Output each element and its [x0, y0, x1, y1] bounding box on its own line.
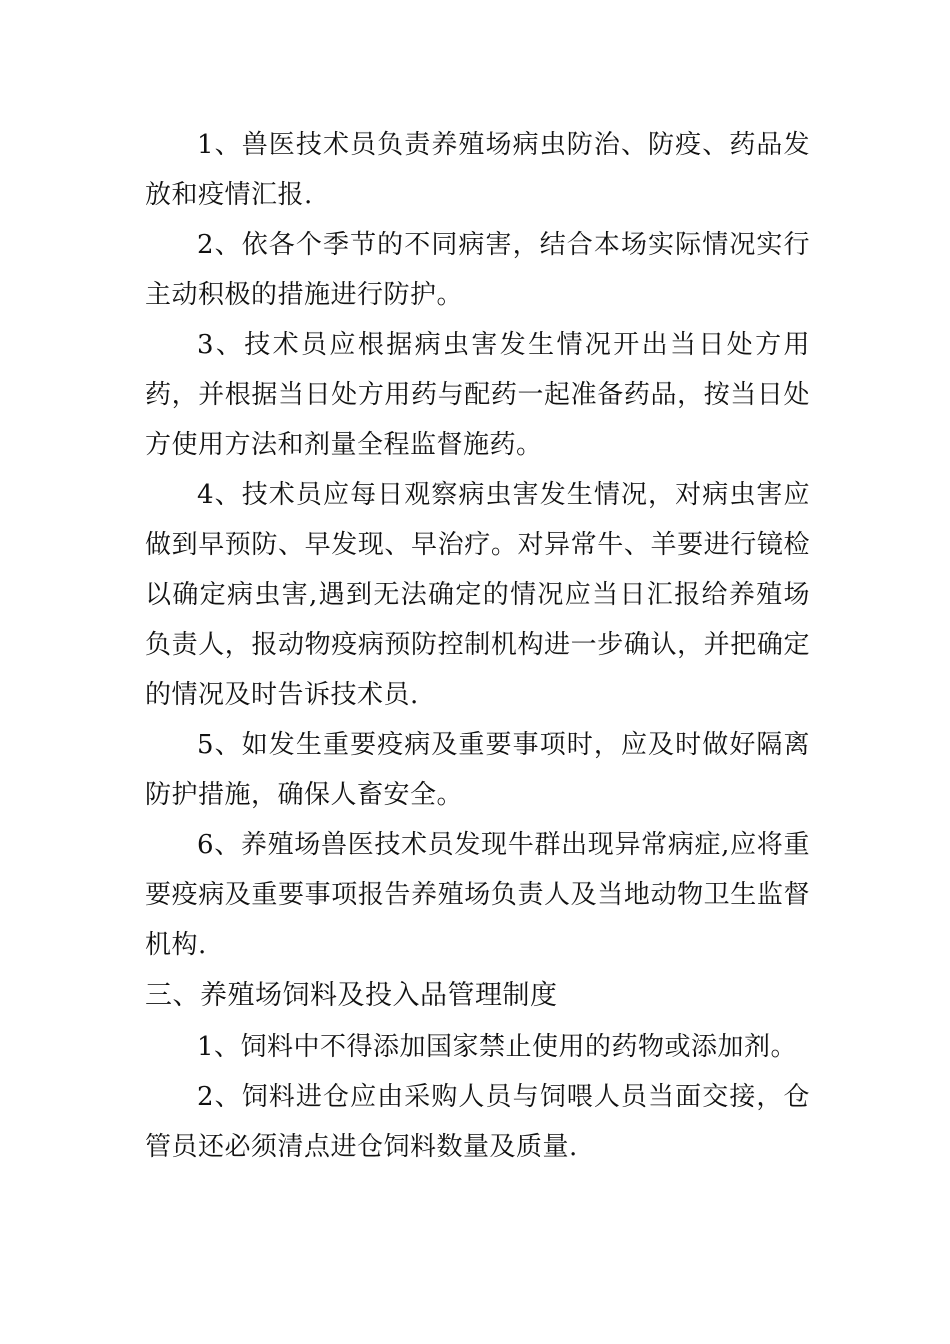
paragraph-daily-observation: 4、技术员应每日观察病虫害发生情况，对病虫害应做到早预防、早发现、早治疗。对异常牛、羊要进行镜检以确定病虫害,遇到无法确定的情况应当日汇报给养殖场负责人，报动物疫病预防控制机构进一步确认，并把确定的情况及时告诉技术员.	[145, 480, 810, 710]
paragraph-seasonal-prevention: 2、依各个季节的不同病害，结合本场实际情况实行主动积极的措施进行防护。	[145, 230, 810, 310]
paragraph-isolation: 5、如发生重要疫病及重要事项时，应及时做好隔离防护措施，确保人畜安全。	[145, 730, 810, 810]
paragraph-feed-additives: 1、饲料中不得添加国家禁止使用的药物或添加剂。	[197, 1032, 798, 1062]
paragraph-reporting: 6、养殖场兽医技术员发现牛群出现异常病症,应将重要疫病及重要事项报告养殖场负责人及当地动物卫生监督机构.	[145, 830, 810, 960]
paragraph-prescription: 3、技术员应根据病虫害发生情况开出当日处方用药，并根据当日处方用药与配药一起准备药品，按当日处方使用方法和剂量全程监督施药。	[145, 330, 810, 460]
section-heading: 三、养殖场饲料及投入品管理制度	[145, 980, 558, 1011]
paragraph-feed-warehousing: 2、饲料进仓应由采购人员与饲喂人员当面交接，仓管员还必须清点进仓饲料数量及质量.	[145, 1082, 810, 1162]
document-body	[145, 120, 810, 1172]
paragraph-vet-duties: 1、兽医技术员负责养殖场病虫防治、防疫、药品发放和疫情汇报.	[145, 130, 810, 210]
